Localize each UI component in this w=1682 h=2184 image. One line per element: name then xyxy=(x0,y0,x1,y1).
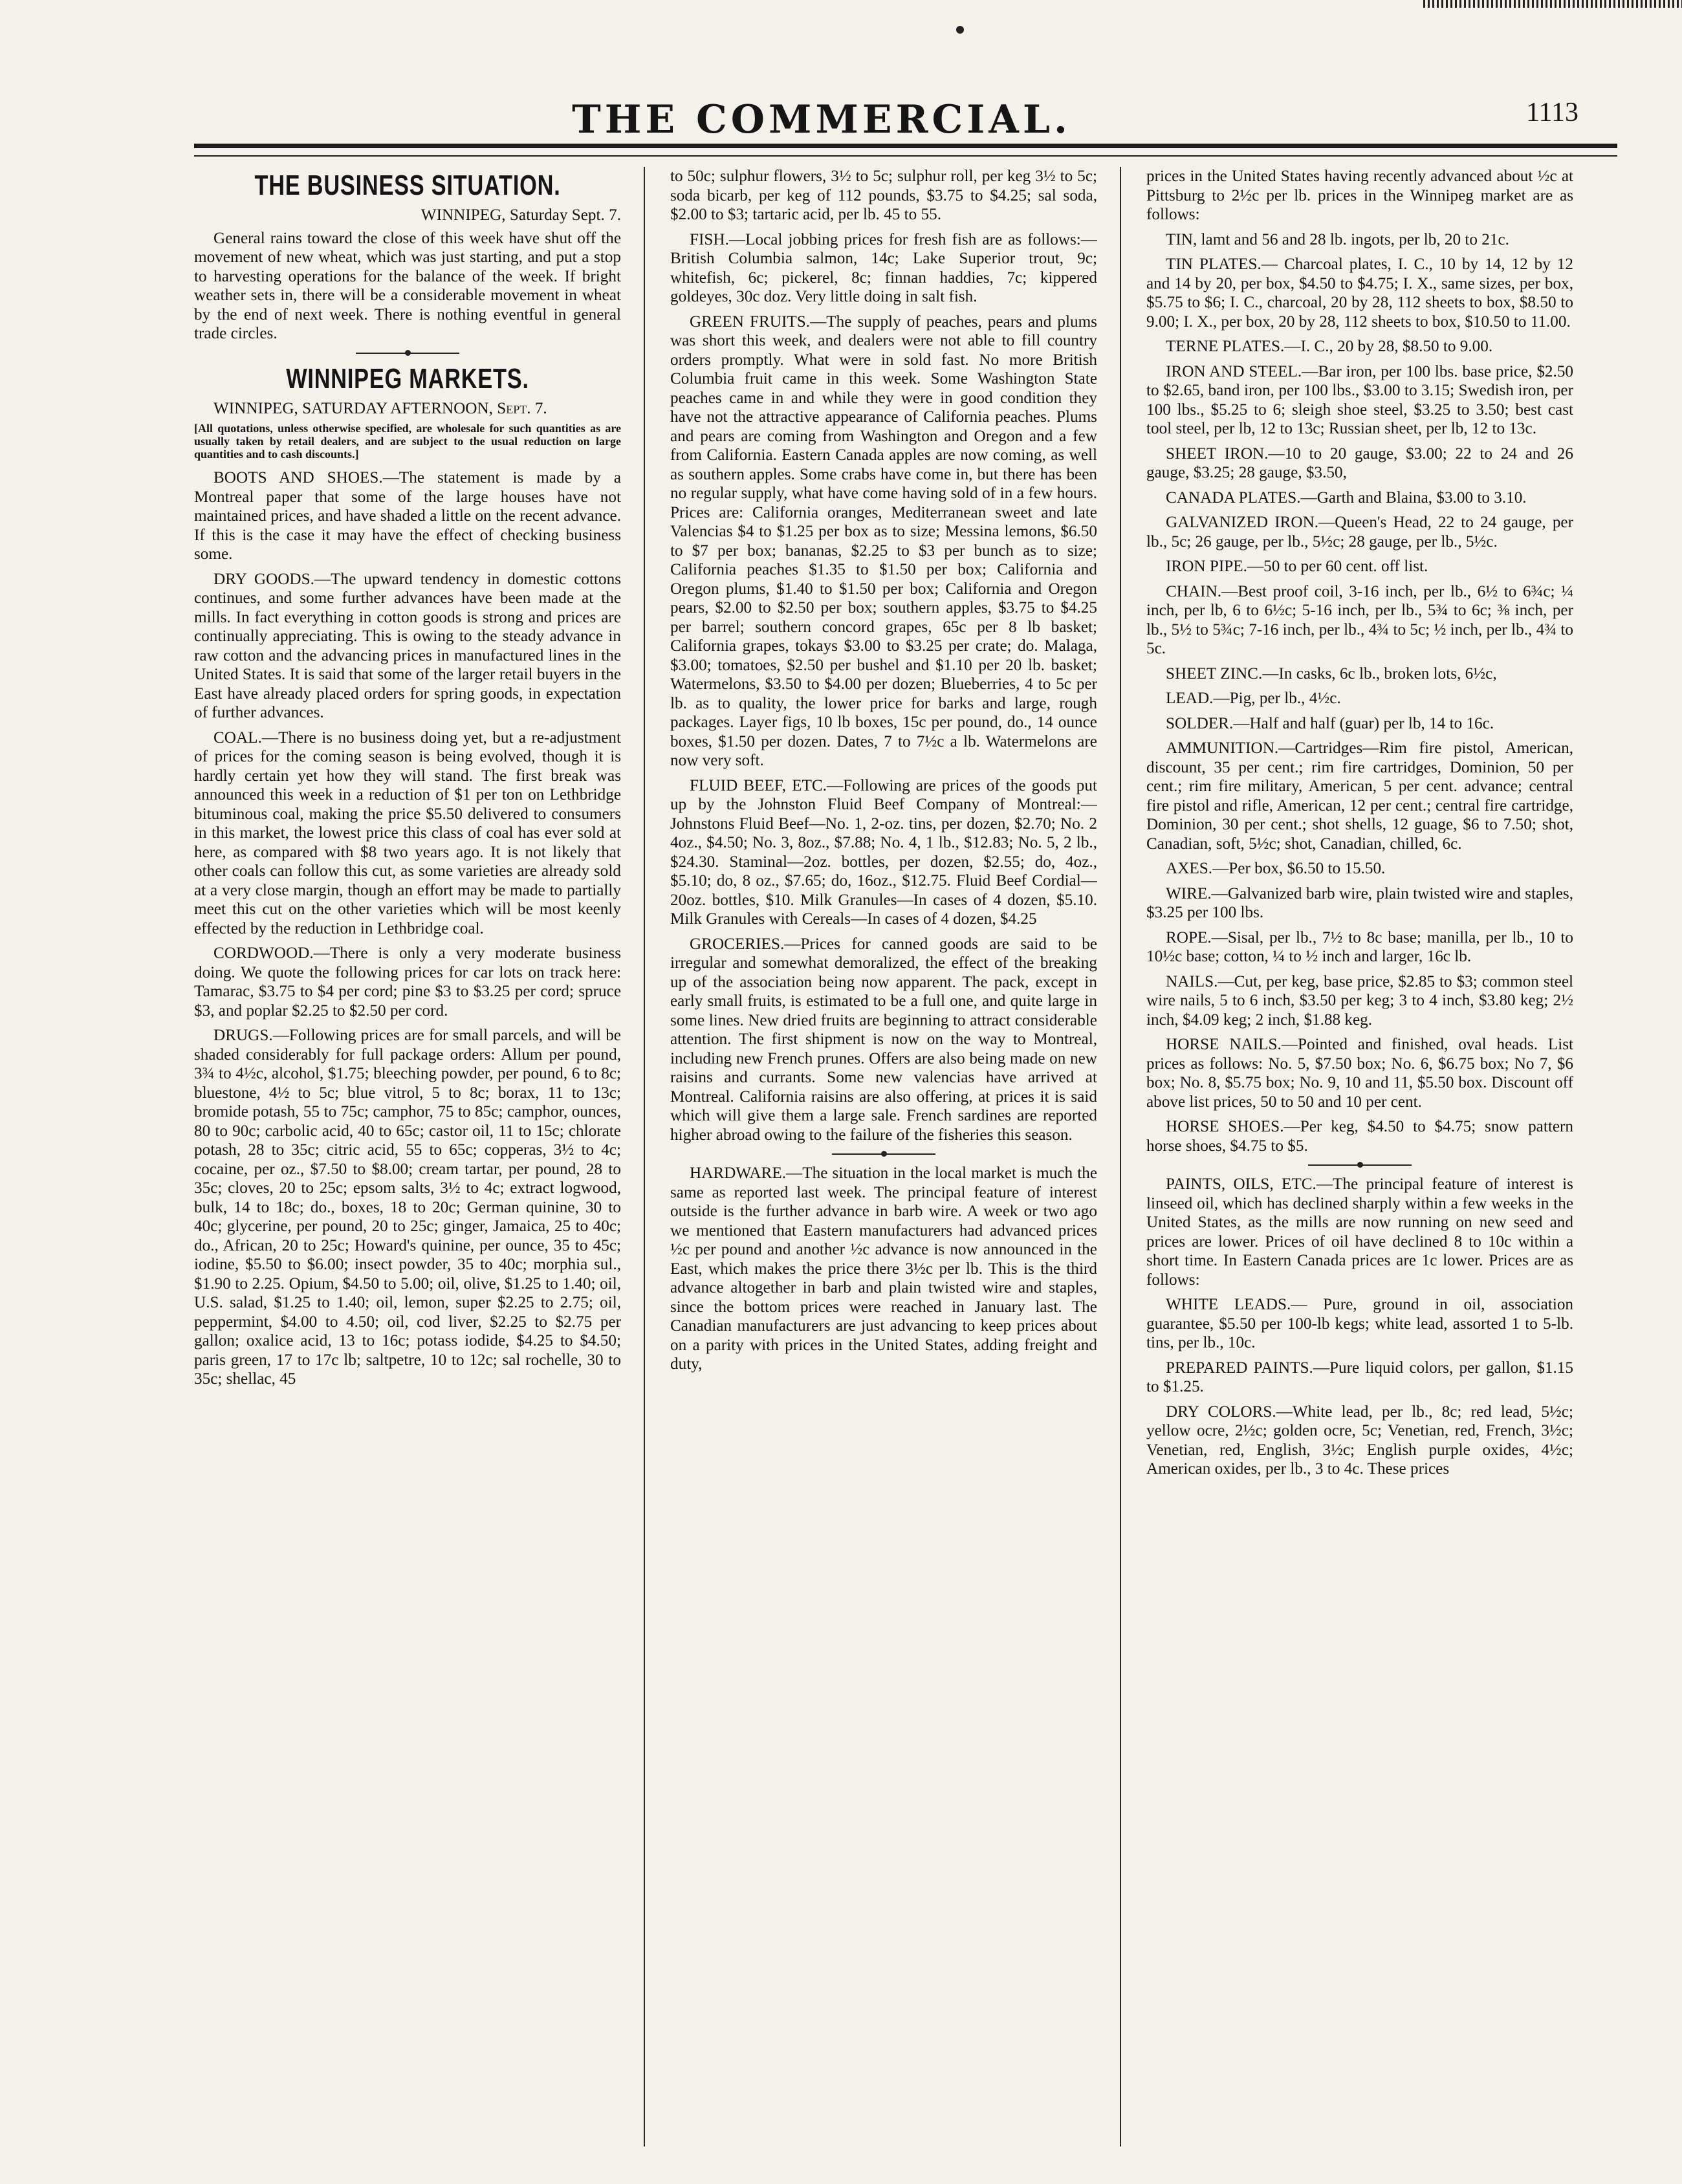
column-divider xyxy=(1120,167,1121,2146)
section-separator xyxy=(356,353,459,354)
section-label: SOLDER. xyxy=(1166,714,1234,732)
section-label: PREPARED PAINTS. xyxy=(1166,1359,1313,1377)
paragraph-wire xyxy=(1146,884,1573,923)
section-text: —Pointed and finished, oval heads. List prices as follows: No. 5, $7.50 box; No. 6, $6.75 box; No 7, $6 box; No. 8, $5.75 box; No. 9, 10 and 11, $5.50 box. Discount off above list prices, 50 to 50 and 10 per cent. xyxy=(1146,1036,1573,1111)
section-text: —50 to per 60 cent. off list. xyxy=(1247,558,1428,575)
section-label: GROCERIES. xyxy=(690,935,785,953)
section-text: —The supply of peaches, pears and plums was short this week, and dealers were not able to fill country orders promptly. What were in sold fast. No more British Columbia fruit came in this week. Some Washington State peaches came in and while they were in good condition they have not the attractive appearance of California peaches. Plums and pears are coming from Washington and Oregon and a few from California. Eastern Canada apples are now coming, as well as southern apples. Some crabs have come in, but there has been no regular supply, what have come having sold of in a few hours. Prices are: California oranges, Mediterranean sweet and late Valencias $4 to $1.25 per box as to size; Messina lemons, $6.50 to $7 per box; bananas, $2.25 to $3 per bunch as to size; California peaches $1.35 to $1.50 per box; California and Oregon plums, $1.40 to $1.50 per box; California and Oregon pears, $2.00 to $2.50 per box; southern apples, $3.75 to $4.25 per barrel; southern concord grapes, 65c per 8 lb basket; California grapes, tokays $3.00 to $3.25 per crate; do. Malaga, $3.00; tomatoes, $2.50 per bushel and $1.10 per 20 lb. basket; Watermelons, $3.50 to $4.00 per dozen; Blueberries, 4 to 5c per lb. as to quality, the lower price for barks and large, rough packages. Layer figs, 10 lb boxes, 15c per pound, do., 14 ounce boxes, $1.50 per dozen. Dates, 7 to 7½c a lb. Watermelons are now very soft. xyxy=(670,312,1097,769)
section-label: TERNE PLATES. xyxy=(1166,338,1285,355)
paragraph-terne-plates xyxy=(1146,337,1573,356)
section-label: WHITE LEADS. xyxy=(1166,1296,1291,1313)
section-label: SHEET ZINC. xyxy=(1166,664,1263,682)
paragraph-rope xyxy=(1146,928,1573,966)
section-text: —There is only a very moderate business doing. We quote the following prices for car lots on track here: Tamarac, $3.75 to $4 per cord; pine $3 to $3.25 per cord; spruce $3, and poplar $2.25 to $2.50 per cord. xyxy=(194,945,621,1020)
paragraph-iron-pipe xyxy=(1146,557,1573,576)
paragraph-boots-shoes xyxy=(194,468,621,564)
section-label: HARDWARE. xyxy=(690,1164,787,1182)
column-2 xyxy=(670,167,1097,2146)
paragraph-tin: TIN, lamt and 56 and 28 lb. ingots, per lb, 20 to 21c. xyxy=(1166,230,1509,248)
section-text: —Following prices are for small parcels, and will be shaded considerably for full package orders: Allum per pound, 3¾ to 4½c, alcohol, $1.75; bleeching powder, per pound, 6 to 8c; bluestone, 4½ to 5c; blue vitrol, 5 to 8c; borax, 11 to 13c; bromide potash, 55 to 75c; camphor, 75 to 85c; camphor, ounces, 80 to 90c; carbolic acid, 40 to 65c; castor oil, 11 to 15c; chlorate potash, 28 to 35c; citric acid, 55 to 65c; copperas, 3½ to 4c; cocaine, per oz., $7.50 to $8.00; cream tartar, per pound, 28 to 35c; cloves, 20 to 25c; epsom salts, 3½ to 4c; extract logwood, bulk, 14 to 18c; do., boxes, 18 to 20c; German quinine, 30 to 40c; glycerine, per pound, 20 to 25c; ginger, Jamaica, 25 to 40c; do., African, 20 to 25c; Howard's quinine, per ounce, 35 to 45c; iodine, $5.50 to $6.00; insect powder, 35 to 40c; morphia sul., $1.90 to 2.25. Opium, $4.50 to 5.00; oil, olive, $1.25 to 1.40; oil, U.S. salad, $1.25 to 1.40; oil, lemon, super $2.25 to 2.75; oil, peppermint, $4.00 to 4.50; oil, cod liver, $2.25 to $2.75 per gallon; oxalice acid, 13 to 16c; potass iodide, $4.25 to $4.50; paris green, 17 to 17c lb; saltpetre, 10 to 12c; sal rochelle, 30 to 35c; shellac, 45 xyxy=(194,1027,621,1388)
masthead-title: THE COMMERCIAL. xyxy=(572,97,1071,142)
paragraph-hardware xyxy=(670,1164,1097,1374)
paragraph-drugs xyxy=(194,1026,621,1389)
paragraph-canada-plates xyxy=(1146,488,1573,508)
paragraph-sheet-iron xyxy=(1146,444,1573,483)
masthead-rule-thin xyxy=(194,155,1617,157)
paragraph-paints-oils xyxy=(1146,1175,1573,1289)
section-text: —Local jobbing prices for fresh fish are as follows:—British Columbia salmon, 14c; Lake Superior trout, 9c; whitefish, 6c; pickerel, 8c; finnan haddies, 7c; kippered goldeyes, 30c doz. Very little doing in salt fish. xyxy=(670,230,1097,305)
section-text: —Per keg, $4.50 to $4.75; snow pattern horse shoes, $4.75 to $5. xyxy=(1146,1118,1573,1155)
paragraph: General rains toward the close of this week have shut off the movement of new wheat, which was just starting, and put a stop to harvesting operations for the balance of the week. If bright weather sets in, there will be a considerable movement in wheat by the end of next week. There is nothing eventful in general trade circles. xyxy=(194,229,621,342)
paragraph-dry-goods xyxy=(194,570,621,723)
paragraph-groceries xyxy=(670,935,1097,1145)
section-label: DRUGS. xyxy=(213,1027,273,1044)
section-label: LEAD. xyxy=(1166,690,1214,707)
paragraph-coal xyxy=(194,728,621,939)
ink-dot xyxy=(956,26,964,34)
column-1 xyxy=(194,167,621,2146)
paragraph-lead xyxy=(1146,689,1573,708)
paragraph-iron-steel xyxy=(1146,362,1573,439)
paragraph-nails xyxy=(1146,972,1573,1030)
article-heading-winnipeg-markets: WINNIPEG MARKETS. xyxy=(286,362,529,395)
paragraph-green-fruits xyxy=(670,312,1097,770)
section-text: —Galvanized barb wire, plain twisted wire and staples, $3.25 per 100 lbs. xyxy=(1146,884,1573,921)
section-label: PAINTS, OILS, ETC. xyxy=(1166,1175,1316,1193)
section-label: GREEN FRUITS. xyxy=(690,312,811,331)
section-text: —Following are prices of the goods put up by the Johnston Fluid Beef Company of Montreal:—Johnstons Fluid Beef—No. 1, 2-oz. tins, per dozen, $2.70; No. 2 4oz., $4.50; No. 3, 8oz., $7.88; No. 4, 1 lb., $12.83; No. 5, 2 lb., $24.30. Staminal—2oz. bottles, per dozen, $2.55; do, 4oz., $5.10; do, 8 oz., $7.65; do, 16oz., $12.75. Fluid Beef Cordial—20oz. bottles, $10. Milk Granules—In cases of 4 dozen, $5.10. Milk Granules with Cereals—In cases of 4 dozen, $4.25 xyxy=(670,776,1097,928)
paragraph-fish xyxy=(670,230,1097,307)
paragraph-drugs-continued: to 50c; sulphur flowers, 3½ to 5c; sulphur roll, per keg 3½ to 5c; soda bicarb, per keg of 112 pounds, $3.75 to $4.25; sal soda, $2.00 to $3; tartaric acid, per lb. 45 to 55. xyxy=(670,168,1097,223)
section-label: COAL. xyxy=(213,728,262,747)
paragraph-horse-nails xyxy=(1146,1035,1573,1111)
section-text: —Sisal, per lb., 7½ to 8c base; manilla, per lb., 10 to 10½c base; cotton, ¼ to ½ inch and larger, 16c lb. xyxy=(1146,928,1573,965)
section-text: —White lead, per lb., 8c; red lead, 5½c; yellow ocre, 2½c; golden ocre, 5c; Venetian, red, French, 3½c; Venetian, red, English, 3½c; English purple oxides, 4½c; American oxides, per lb., 3 to 4c. These prices xyxy=(1146,1403,1573,1478)
section-label: DRY COLORS. xyxy=(1166,1403,1276,1421)
paragraph-tin-plates xyxy=(1146,255,1573,331)
section-text: —Pig, per lb., 4½c. xyxy=(1213,690,1341,707)
paragraph-solder xyxy=(1146,714,1573,734)
section-text: —Per box, $6.50 to 15.50. xyxy=(1212,860,1386,877)
paragraph-prepared-paints xyxy=(1146,1359,1573,1397)
section-text: —The situation in the local market is much the same as reported last week. The principal feature of interest outside is the further advance in barb wire. A week or two ago we mentioned that Eastern manufacturers had advanced prices ½c per pound and another ½c advance is now announced in the East, which makes the price there 3½c per lb. This is the third advance altogether in barb and plain twisted wire and staples, since the bottom prices were reached in January last. The Canadian manufacturers are just advancing to keep prices about on a parity with prices in the United States, adding freight and duty, xyxy=(670,1164,1097,1373)
section-label: NAILS. xyxy=(1166,972,1218,990)
paragraph-fluid-beef xyxy=(670,776,1097,929)
section-label: SHEET IRON. xyxy=(1166,444,1269,463)
section-label: IRON PIPE. xyxy=(1166,558,1247,575)
paragraph-axes xyxy=(1146,859,1573,879)
section-text: —Cartridges—Rim fire pistol, American, discount, 35 per cent.; rim fire cartridges, Dominion, 50 per cent.; rim fire military, American, 5 per cent. advance; central fire pistol and rifle, American, 12 per cent.; central fire cartridge, Dominion, 30 per cent.; shot shells, 12 guage, $6 to 7.50; shot, Canadian, soft, 5½c; shot, Canadian, chilled, 6c. xyxy=(1146,739,1573,853)
section-text: —Garth and Blaina, $3.00 to 3.10. xyxy=(1300,488,1527,507)
section-label: BOOTS AND SHOES. xyxy=(213,469,383,486)
section-text: — Pure, ground in oil, association guarantee, $5.50 per 100-lb kegs; white lead, assorted 1 to 5-lb. tins, per lb., 10c. xyxy=(1146,1296,1573,1351)
section-text: —Queen's Head, 22 to 24 gauge, per lb., 5c; 26 gauge, per lb., 5½c; 28 gauge, per lb., 5½c. xyxy=(1146,514,1573,551)
dateline: WINNIPEG, Saturday Sept. 7. xyxy=(420,206,621,224)
paragraph-chain xyxy=(1146,582,1573,659)
section-text: —The principal feature of interest is linseed oil, which has declined sharply within a few weeks in the United States, as the mills are now running on new seed and prices are lower. Prices of oil have declined 8 to 10c within a short time. In Eastern Canada prices are 1c lower. Prices are as follows: xyxy=(1146,1175,1573,1289)
section-label: HORSE SHOES. xyxy=(1166,1118,1284,1135)
section-label: AMMUNITION. xyxy=(1166,739,1279,757)
column-divider xyxy=(644,167,645,2146)
paragraph-galvanized-iron xyxy=(1146,513,1573,551)
paragraph-cordwood xyxy=(194,944,621,1020)
section-text: —There is no business doing yet, but a re-adjustment of prices for the coming season is being evolved, though it is hardly certain yet how they will stand. The first break was announced this week in a reduction of $1 per ton on Lethbridge bituminous coal, making the price $5.50 delivered to consumers in this market, the lowest price this class of coal has ever sold at here, as compared with $8 two years ago. It is not likely that other coals can follow this cut, as some varieties are already sold at a very close margin, though an effort may be made to partially meet this cut on the other varieties which will be most keenly effected by the reduction in Lethbridge coal. xyxy=(194,728,621,937)
section-label: CANADA PLATES. xyxy=(1166,488,1301,507)
top-edge-hatching xyxy=(1423,0,1682,8)
dateline: WINNIPEG, SATURDAY AFTERNOON, Sept. 7. xyxy=(213,399,547,417)
section-label: ROPE. xyxy=(1166,928,1212,946)
paragraph-horse-shoes xyxy=(1146,1117,1573,1155)
section-text: —The upward tendency in domestic cottons continues, and some further advances have been made at the mills. In fact everything in cotton goods is strong and prices are continually appreciating. This is owing to the steady advance in raw cotton and the advancing prices in manufactured lines in the United States. It is said that some of the larger retail buyers in the East have already placed orders for spring goods, in expectation of further advances. xyxy=(194,570,621,721)
section-label: DRY GOODS. xyxy=(213,570,314,588)
paragraph-white-leads xyxy=(1146,1295,1573,1353)
section-text: —In casks, 6c lb., broken lots, 6½c, xyxy=(1262,664,1497,682)
section-label: WIRE. xyxy=(1166,884,1212,902)
section-label: AXES. xyxy=(1166,860,1213,877)
section-text: —Best proof coil, 3-16 inch, per lb., 6½ to 6¾c; ¼ inch, per lb, 6 to 6½c; 5-16 inch, per lb., 5¾ to 6c; ⅜ inch, per lb., 5½ to 5¾c; 7-16 inch, per lb., 4¾ to 5c; ½ inch, per lb., 4¾ to 5c. xyxy=(1146,582,1573,657)
section-label: HORSE NAILS. xyxy=(1166,1036,1282,1053)
quotation-note: [All quotations, unless otherwise specified, are wholesale for such quantities as are usually taken by retail dealers, and are subject to the usual reduction on large quantities and to cash discounts.] xyxy=(194,422,621,461)
section-text: —Prices for canned goods are said to be irregular and somewhat demoralized, the effect of the breaking up of the association being now apparent. The pack, except in early small fruits, is estimated to be a full one, and quite large in some lines. New dried fruits are beginning to attract considerable attention. The first shipment is now on the way to Montreal, including new French prunes. Offers are also being made on new raisins and currants. Some new valencias have arrived at Montreal. California raisins are also offering, at prices it is said which will give them a large sale. French sardines are reported higher abroad owing to the failure of the fisheries this season. xyxy=(670,935,1097,1144)
paragraph-dry-colors xyxy=(1146,1403,1573,1479)
paragraph-hardware-continued: prices in the United States having recently advanced about ½c at Pittsburg to 2½c per lb. prices in the Winnipeg market are as follows: xyxy=(1146,168,1573,223)
section-text: —Bar iron, per 100 lbs. base price, $2.50 to $2.65, band iron, per 100 lbs., $3.00 to 3.15; Swedish iron, per 100 lbs., $5.25 to 6; sleigh shoe steel, $3.25 to 3.50; best cast tool steel, per lb, 12 to 13c; Russian sheet, per lb, 12 to 13c. xyxy=(1146,362,1573,437)
section-label: CORDWOOD. xyxy=(213,945,314,962)
section-label: FISH. xyxy=(690,230,729,248)
section-separator xyxy=(1308,1164,1412,1166)
section-text: —Cut, per keg, base price, $2.85 to $3; common steel wire nails, 5 to 6 inch, $3.50 per keg; 3 to 4 inch, $3.80 keg; 2½ inch, $4.09 keg; 2 inch, $1.88 keg. xyxy=(1146,972,1573,1029)
section-text: —The statement is made by a Montreal paper that some of the large houses have not maintained prices, and have shaded a little on the recent advance. If this is the case it may have the effect of checking business some. xyxy=(194,469,621,563)
page-number: 1113 xyxy=(1526,98,1578,127)
section-text: —Pure liquid colors, per gallon, $1.15 to $1.25. xyxy=(1146,1359,1573,1395)
masthead-rule xyxy=(194,144,1617,148)
section-label: TIN PLATES. xyxy=(1166,256,1262,273)
paragraph-ammunition xyxy=(1146,739,1573,853)
section-text: —I. C., 20 by 28, $8.50 to 9.00. xyxy=(1284,338,1493,355)
section-label: FLUID BEEF, ETC. xyxy=(690,776,827,794)
paragraph-sheet-zinc xyxy=(1146,664,1573,684)
section-text: —Half and half (guar) per lb, 14 to 16c. xyxy=(1233,714,1494,732)
section-text: —10 to 20 gauge, $3.00; 22 to 24 and 26 gauge, $3.25; 28 gauge, $3.50, xyxy=(1146,444,1573,481)
section-text: — Charcoal plates, I. C., 10 by 14, 12 by 12 and 14 by 20, per box, $4.50 to $4.75; I. X., same sizes, per box, $5.75 to $6; I. C., charcoal, 20 by 28, 112 sheets to box, $8.50 to 9.00; I. X., per box, 20 by 28, 112 sheets to box, $10.50 to 11.00. xyxy=(1146,256,1573,331)
article-heading-business-situation: THE BUSINESS SITUATION. xyxy=(254,169,561,201)
column-3 xyxy=(1146,167,1573,2146)
section-label: CHAIN. xyxy=(1166,582,1222,600)
section-label: GALVANIZED IRON. xyxy=(1166,514,1319,531)
section-label: IRON AND STEEL. xyxy=(1166,362,1302,380)
section-separator xyxy=(832,1153,935,1155)
